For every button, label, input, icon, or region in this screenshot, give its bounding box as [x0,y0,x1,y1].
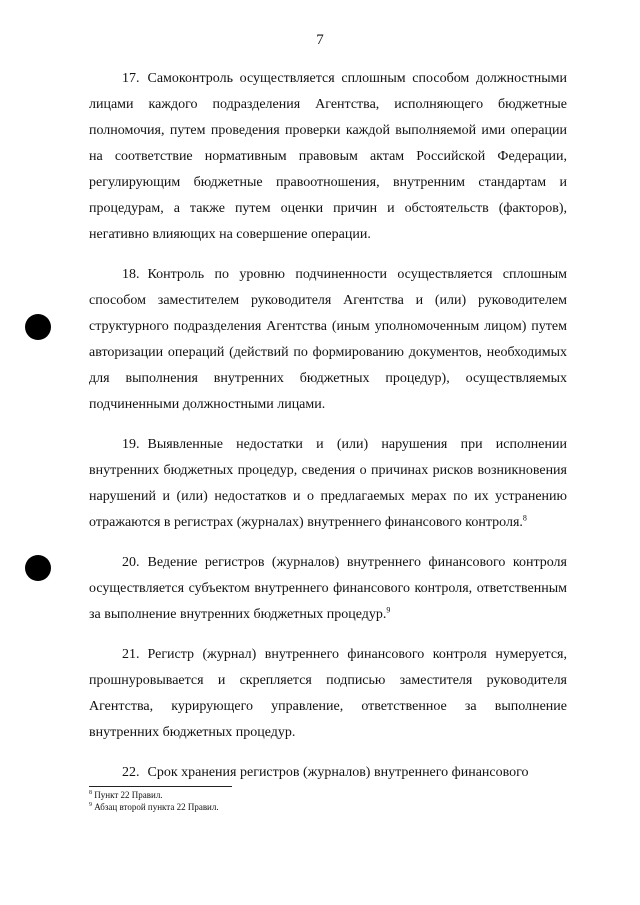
paragraph-text: Регистр (журнал) внутреннего финансового контроля нумеруется, прошнуровывается и скрепляется подписью заместителя руководителя Агентства, курирующего управление, ответственное за выполнение внутренних бюджетных процедур. [89,647,567,740]
paragraph-number: 21. [122,647,140,662]
footnote-reference[interactable]: 9 [386,605,391,615]
paragraph-18 [89,262,567,418]
paragraph-20 [89,550,567,628]
paragraph-number: 17. [122,71,140,86]
footnote-divider [89,786,232,787]
footnote-reference[interactable]: 8 [522,513,527,523]
footnote-text: Абзац второй пункта 22 Правил. [94,802,219,812]
paragraph-text: Самоконтроль осуществляется сплошным способом должностными лицами каждого подразделения Агентства, исполняющего бюджетные полномочия, путем проведения проверки каждой выполняемой ими операции на соответствие нормативным правовым актам Российской Федерации, регулирующим бюджетные правоотношения, внутренним стандартам и процедурам, а также путем оценки причин и обстоятельств (факторов), негативно влияющих на совершение операции. [89,71,567,242]
paragraph-17 [89,66,567,248]
paragraph-text: Срок хранения регистров (журналов) внутреннего финансового [147,765,529,780]
paragraph-number: 18. [122,267,140,282]
paragraph-text: Ведение регистров (журналов) внутреннего финансового контроля осуществляется субъектом внутреннего финансового контроля, ответственным за выполнение внутренних бюджетных процедур. [89,555,567,622]
paragraph-number: 19. [122,437,140,452]
punch-hole-mark [25,314,51,340]
footnotes [89,789,567,813]
footnote-8 [89,789,567,801]
paragraph-21 [89,642,567,746]
paragraph-22 [89,760,567,786]
paragraph-number: 20. [122,555,140,570]
footnote-marker: 8 [89,790,92,796]
paragraph-19 [89,432,567,536]
paragraph-number: 22. [122,765,140,780]
footnote-marker: 9 [89,802,92,808]
paragraph-text: Контроль по уровню подчиненности осуществляется сплошным способом заместителем руководителя Агентства и (или) руководителем структурного подразделения Агентства (иным уполномоченным лицом) путем авторизации операций (действий по формированию документов, необходимых для выполнения внутренних бюджетных процедур), осуществляемых подчиненными должностными лицами. [89,267,567,412]
page-number: 7 [316,32,324,48]
footnote-9 [89,801,567,813]
footnote-text: Пункт 22 Правил. [94,790,163,800]
document-body [89,66,567,800]
punch-hole-mark [25,555,51,581]
paragraph-text: Выявленные недостатки и (или) нарушения при исполнении внутренних бюджетных процедур, сведения о причинах рисков возникновения нарушений и (или) недостатков и о предлагаемых мерах по их устранению отражаются в регистрах (журналах) внутреннего финансового контроля. [89,437,567,530]
